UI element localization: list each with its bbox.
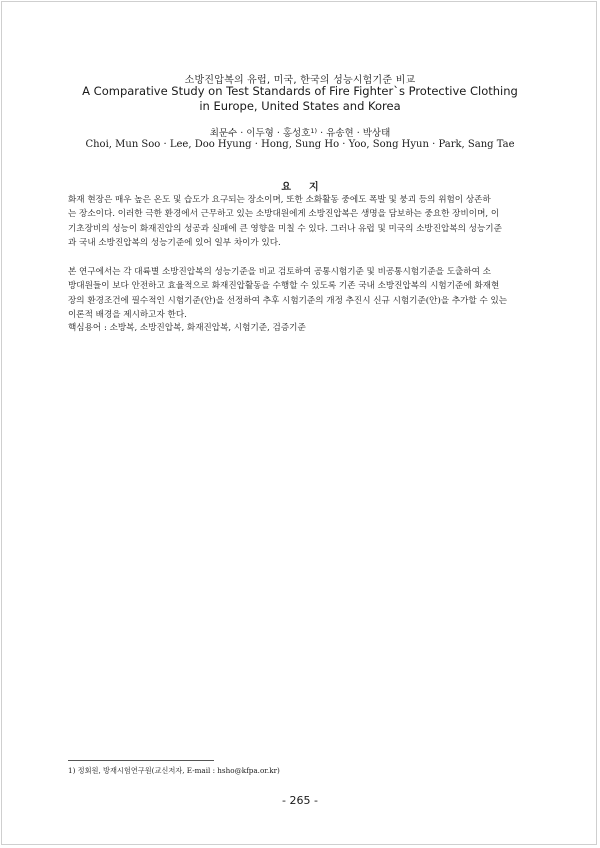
text-line: 방대원들이 보다 안전하고 효율적으로 화재진압활동을 수행할 수 있도록 기존 국내 소방진압복의 시험기준에 화재현 <box>68 281 500 292</box>
authors-korean <box>0 125 600 139</box>
authors-english: Choi, Mun Soo · Lee, Doo Hyung · Hong, Sung Ho · Yoo, Song Hyun · Park, Sang Tae <box>85 139 515 150</box>
authors-korean-names-rest: · 유송현 · 박상태 <box>317 128 391 139</box>
text-line: 본 연구에서는 각 대륙별 소방진압복의 성능기준을 비교 검토하여 공통시험기준 및 비공통시험기준을 도출하여 소 <box>68 267 491 277</box>
abstract-paragraph-1 <box>68 193 530 251</box>
title-english-line-1: A Comparative Study on Test Standards of Fire Fighter`s Protective Clothing <box>82 84 518 98</box>
authors-korean-names: 최문수 · 이두형 · 홍성호 <box>209 128 311 139</box>
abstract-heading: 요지 <box>281 182 337 193</box>
text-line: 기초장비의 성능이 화재진압의 성공과 실패에 큰 영향을 미칠 수 있다. 그러나 유럽 및 미국의 소방진압복의 성능기준 <box>68 223 502 234</box>
title-english <box>0 84 600 114</box>
text-line: 이론적 배경을 제시하고자 한다. <box>68 310 187 321</box>
title-korean: 소방진압복의 유럽, 미국, 한국의 성능시험기준 비교 <box>184 75 416 86</box>
abstract-paragraph-2 <box>68 265 530 323</box>
footnote-divider <box>68 760 214 761</box>
text-line: 는 장소이다. 이러한 극한 환경에서 근무하고 있는 소방대원에게 소방진압복은 생명을 담보하는 중요한 장비이며, 이 <box>68 209 500 220</box>
text-line: 과 국내 소방진압복의 성능기준에 있어 일부 차이가 있다. <box>68 238 281 249</box>
title-english-line-2: in Europe, United States and Korea <box>199 99 401 113</box>
footnote-marker: 1) <box>310 127 318 135</box>
text-line: 장의 환경조건에 필수적인 시험기준(안)을 선정하여 추후 시험기준의 개정 추진시 신규 시험기준(안)을 추가할 수 있는 <box>68 295 508 306</box>
text-line: 화재 현장은 매우 높은 온도 및 습도가 요구되는 장소이며, 또한 소화활동 중에도 폭발 및 붕괴 등의 위험이 상존하 <box>68 195 491 205</box>
footnote: 1) 정회원, 방재시험연구원(교신저자, E-mail : hsho@kfpa.or.kr) <box>68 766 280 775</box>
keywords: 핵심용어 : 소방복, 소방진압복, 화재진압복, 시험기준, 검증기준 <box>68 323 306 333</box>
page-number: - 265 - <box>282 794 318 807</box>
